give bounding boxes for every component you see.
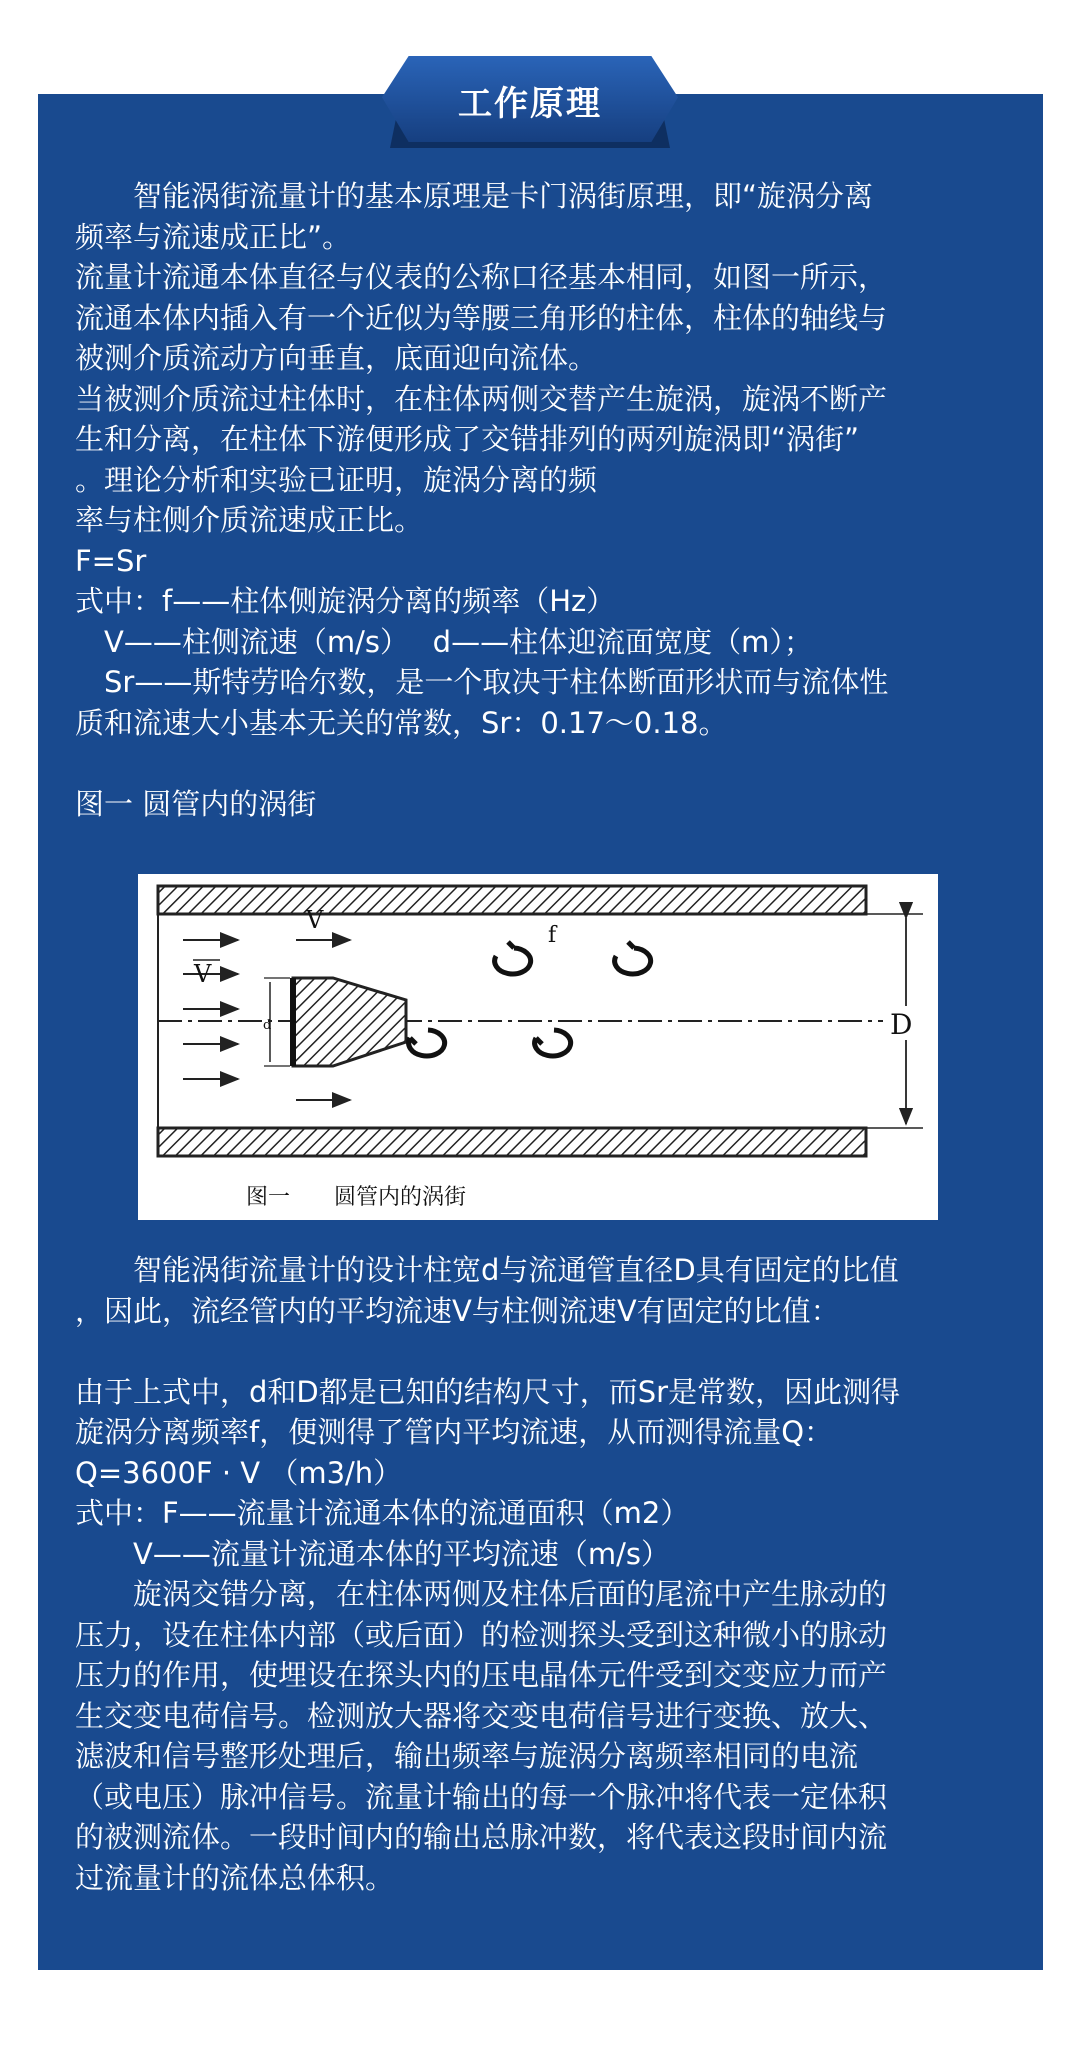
text-line: 旋涡交错分离，在柱体两侧及柱体后面的尾流中产生脉动的	[75, 1577, 888, 1611]
text-line: 当被测介质流过柱体时，在柱体两侧交替产生旋涡，旋涡不断产	[75, 381, 888, 416]
text-line: 率与柱侧介质流速成正比。	[75, 503, 424, 537]
vortex-icon	[409, 1030, 445, 1056]
formula-line: F=Sr	[75, 543, 147, 578]
vortex-icon	[535, 1030, 571, 1056]
formula-line: Q=3600F · V （m3/h）	[75, 1455, 403, 1490]
pipe-top-wall	[158, 886, 866, 914]
text-line: ，因此，流经管内的平均流速V与柱侧流速V有固定的比值：	[75, 1293, 840, 1328]
text-line: 频率与流速成正比”。	[75, 219, 352, 254]
blank-line	[75, 743, 1025, 784]
text-line: 生交变电荷信号。检测放大器将交变电荷信号进行变换、放大、	[75, 1698, 888, 1733]
text-line: 。理论分析和实验已证明，旋涡分离的频	[75, 462, 598, 497]
text-line: 旋涡分离频率f，便测得了管内平均流速，从而测得流量Q：	[75, 1415, 834, 1449]
text-line: V——柱侧流速（m/s） d——柱体迎流面宽度（m）；	[75, 624, 813, 659]
label-v-top: V	[306, 906, 324, 934]
label-D: D	[890, 1008, 913, 1041]
figure-heading: 图一 圆管内的涡街	[75, 786, 317, 821]
vortex-street-figure	[138, 874, 938, 1220]
text-line: V——流量计流通本体的平均流速（m/s）	[75, 1536, 670, 1571]
body-text-upper	[75, 176, 1025, 824]
text-line: Sr——斯特劳哈尔数，是一个取决于柱体断面形状而与流体性	[75, 665, 889, 699]
blank-line	[75, 1331, 1025, 1372]
figure-caption: 图一 圆管内的涡街	[246, 1185, 467, 1210]
text-line: 的被测流体。一段时间内的输出总脉冲数，将代表这段时间内流	[75, 1820, 888, 1854]
text-line: 质和流速大小基本无关的常数，Sr：0.17～0.18。	[75, 705, 728, 740]
pipe-bottom-wall	[158, 1128, 866, 1156]
label-f: f	[548, 923, 557, 948]
text-line: 滤波和信号整形处理后，输出频率与旋涡分离频率相同的电流	[75, 1739, 859, 1773]
text-line: 由于上式中，d和D都是已知的结构尺寸，而Sr是常数，因此测得	[75, 1374, 901, 1409]
text-line: 式中：f——柱体侧旋涡分离的频率（Hz）	[75, 584, 616, 618]
text-line: 过流量计的流体总体积。	[75, 1860, 395, 1895]
text-line: 智能涡街流量计的基本原理是卡门涡街原理，即“旋涡分离	[75, 179, 874, 213]
vortex-icon	[495, 942, 531, 974]
text-line: 式中：F——流量计流通本体的流通面积（m2）	[75, 1496, 690, 1530]
vortex-icon	[615, 942, 651, 974]
section-header	[382, 56, 678, 152]
text-line: 被测介质流动方向垂直，底面迎向流体。	[75, 341, 598, 375]
section-title: 工作原理	[458, 84, 602, 124]
text-line: 流量计流通本体直径与仪表的公称口径基本相同，如图一所示，	[75, 260, 888, 294]
text-line: （或电压）脉冲信号。流量计输出的每一个脉冲将代表一定体积	[75, 1779, 888, 1814]
bluff-body	[293, 978, 406, 1066]
text-line: 流通本体内插入有一个近似为等腰三角形的柱体，柱体的轴线与	[75, 300, 888, 335]
pipe-diagram	[138, 874, 938, 1220]
text-line: 智能涡街流量计的设计柱宽d与流通管直径D具有固定的比值	[75, 1253, 899, 1287]
label-d: d	[263, 1018, 272, 1033]
text-line: 压力的作用，使埋设在探头内的压电晶体元件受到交变应力而产	[75, 1658, 888, 1692]
vortex-row	[409, 942, 651, 1056]
text-line: 生和分离，在柱体下游便形成了交错排列的两列旋涡即“涡街”	[75, 422, 860, 456]
text-line: 压力，设在柱体内部（或后面）的检测探头受到这种微小的脉动	[75, 1617, 888, 1652]
label-v-left: V	[194, 960, 212, 988]
body-text-lower	[75, 1250, 1025, 1898]
